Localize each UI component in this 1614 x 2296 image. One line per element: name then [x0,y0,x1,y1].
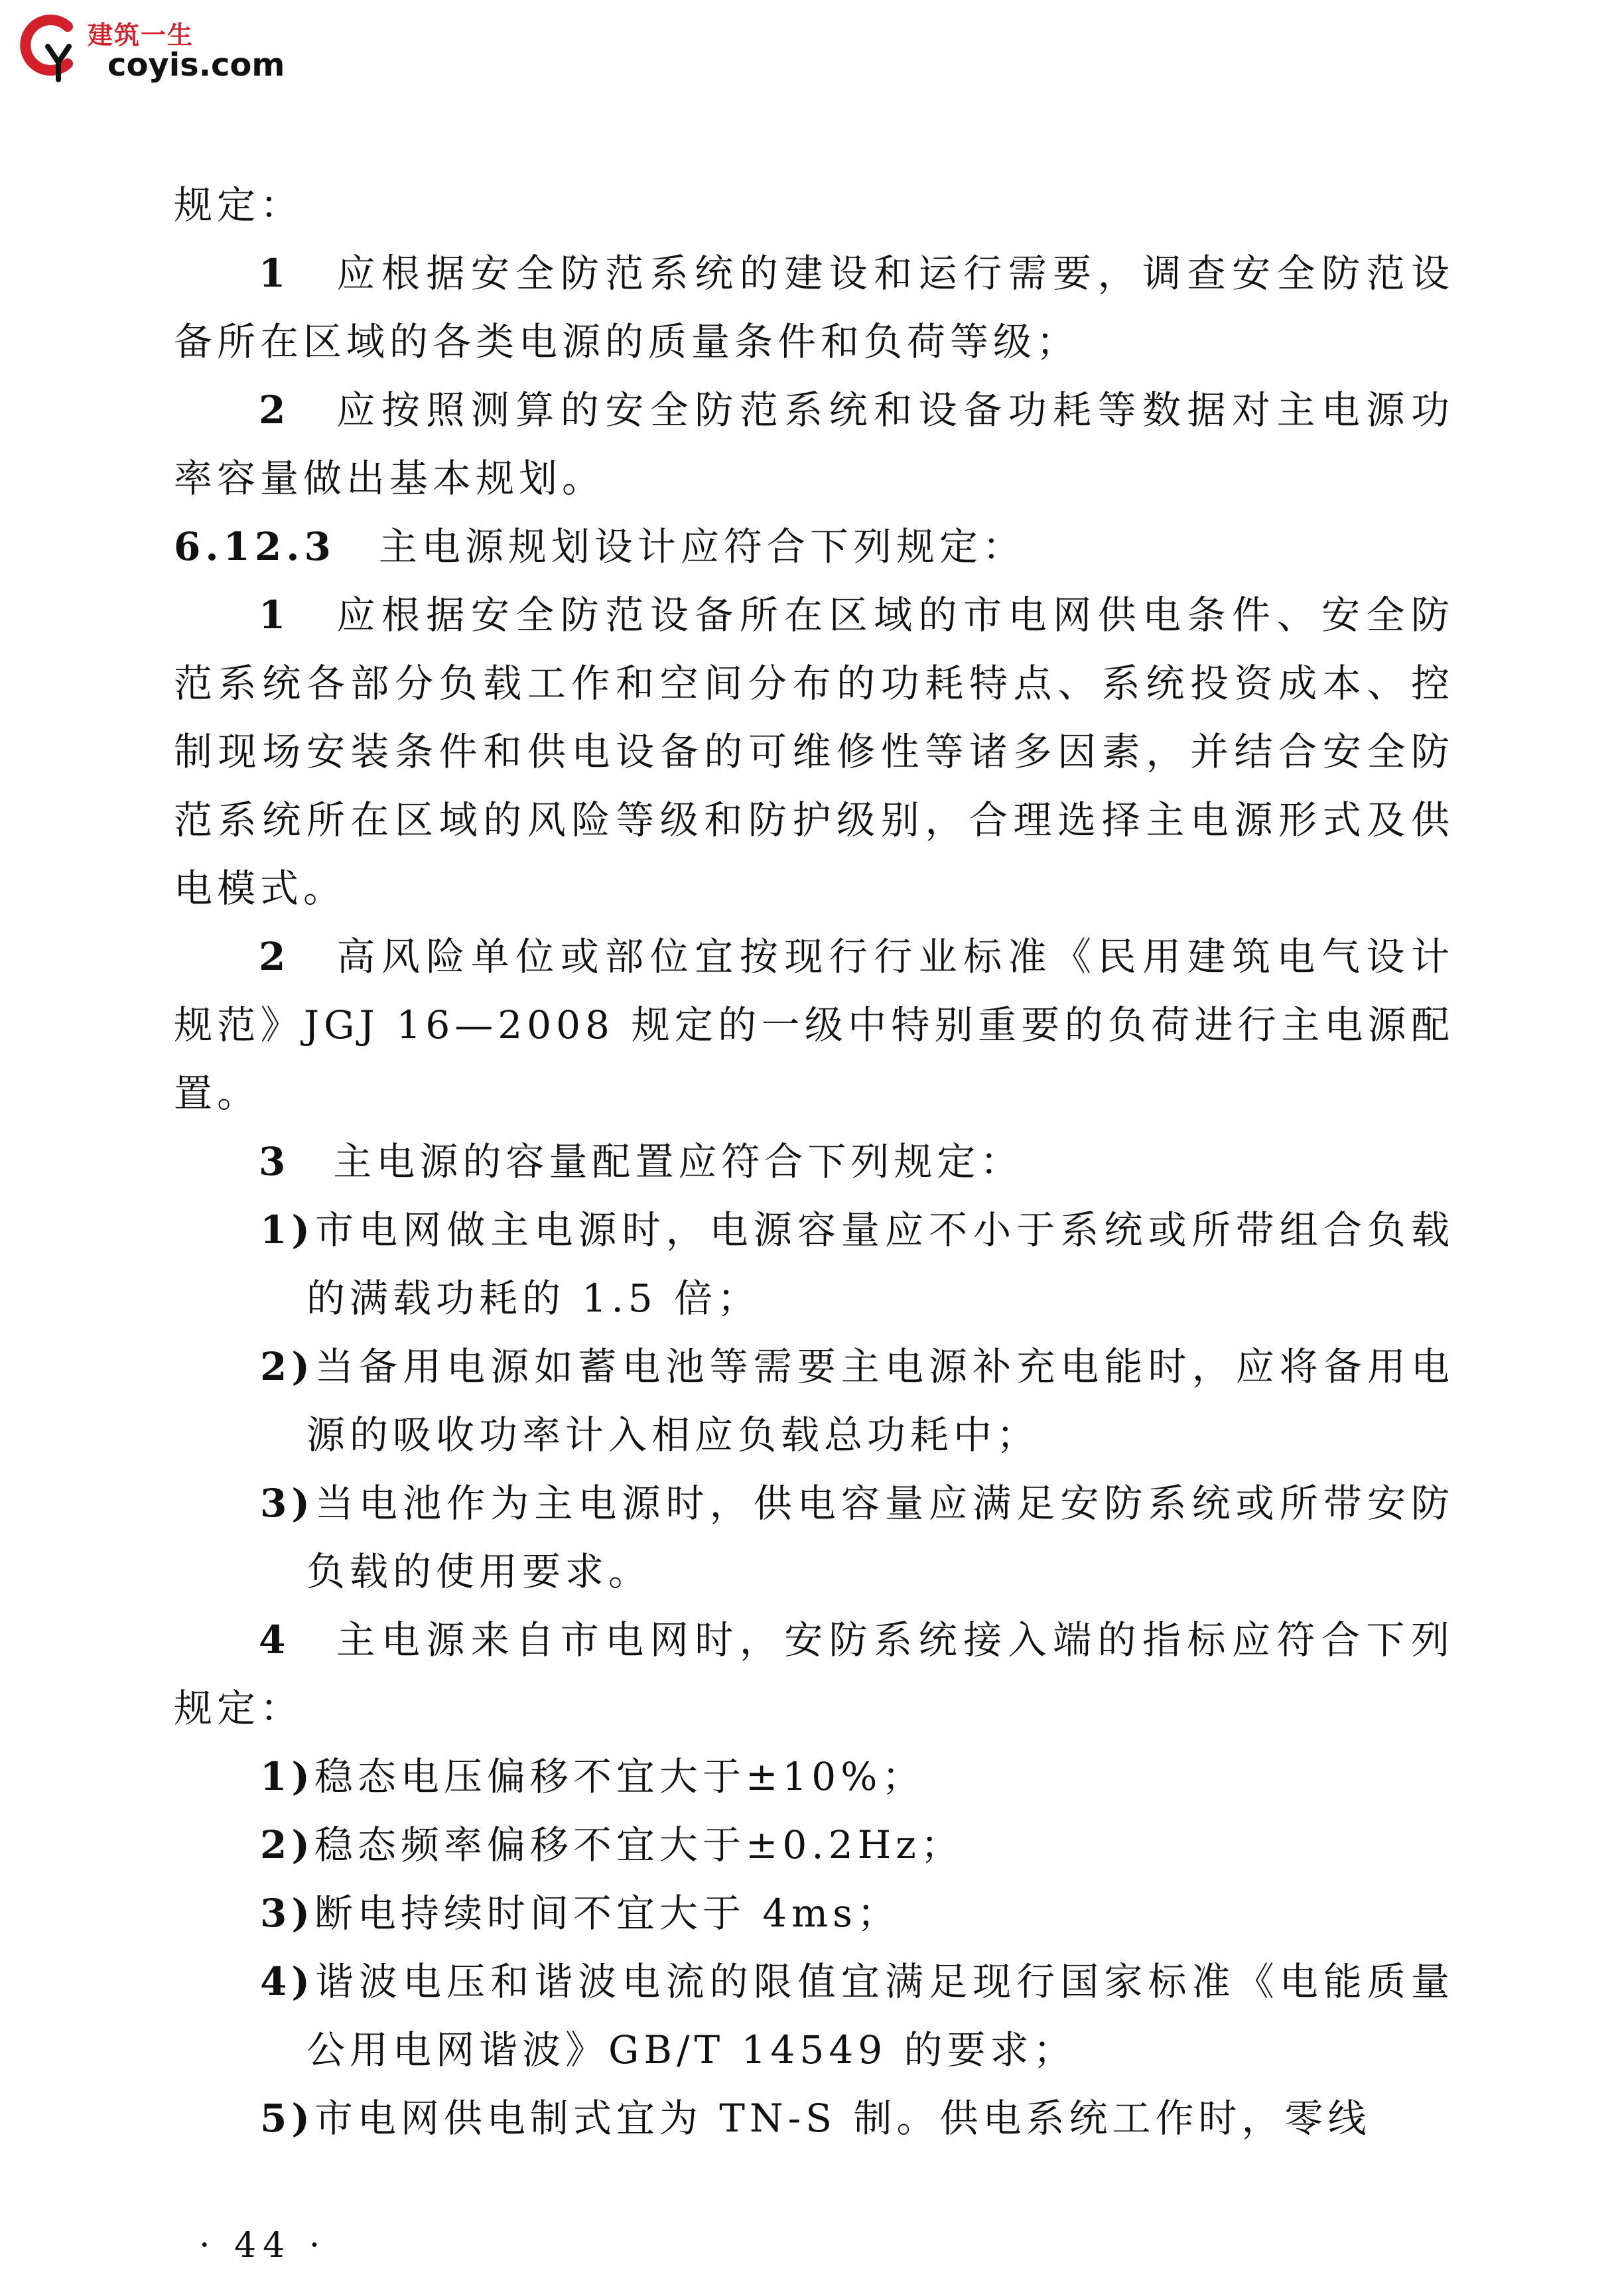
watermark-brand: 建筑一生 [88,21,194,50]
paragraph-text: 稳态电压偏移不宜大于±10%； [314,1754,925,1799]
clause-number: 1) [260,1754,314,1799]
paragraph [174,239,1454,376]
paragraph-text: 主电源来自市电网时，安防系统接入端的指标应符合下列规定： [174,1617,1454,1731]
list-item [174,1879,1454,1948]
clause-number: 3) [260,1891,314,1936]
list-item [174,1196,1454,1333]
clause-number: 6.12.3 [174,524,336,569]
paragraph-text: 主电源的容量配置应符合下列规定： [333,1139,1024,1184]
section-heading [174,513,1454,581]
paragraph [174,171,1454,239]
paragraph-text: 谐波电压和谐波电流的限值宜满足现行国家标准《电能质量 公用电网谐波》GB/T 14549 的要求； [306,1959,1498,2072]
paragraph-text: 当备用电源如蓄电池等需要主电源补充电能时，应将备用电源的吸收功率计入相应负载总功耗中； [306,1344,1454,1457]
list-item [174,1333,1454,1469]
paragraph [174,581,1454,923]
list-item [174,1948,1498,2084]
paragraph [174,1606,1454,1743]
clause-number: 4 [259,1617,291,1662]
paragraph [174,1128,1454,1196]
list-item [174,1811,1454,1879]
clause-number: 2) [260,1822,314,1867]
clause-number: 3) [260,1481,314,1526]
clause-number: 2 [259,387,291,433]
clause-number: 2 [259,934,291,979]
list-item [174,1743,1454,1811]
paragraph-text: 稳态频率偏移不宜大于±0.2Hz； [314,1822,964,1867]
paragraph-text: 应根据安全防范设备所在区域的市电网供电条件、安全防范系统各部分负载工作和空间分布的功耗特点、系统投资成本、控制现场安装条件和供电设备的可维修性等诸多因素，并结合安全防范系统所在区域的风险等级和防护级别，合理选择主电源形式及供电模式。 [174,592,1454,911]
clause-number: 2) [260,1344,314,1389]
paragraph-text: 应根据安全防范系统的建设和运行需要，调查安全防范设备所在区域的各类电源的质量条件和负荷等级； [174,251,1454,364]
paragraph [174,923,1454,1128]
page-number: · 44 · [199,2226,327,2265]
paragraph-text: 规定： [174,182,304,228]
list-item [174,2084,1454,2153]
paragraph-text: 断电持续时间不宜大于 4ms； [314,1891,900,1936]
paragraph-text: 市电网供电制式宜为 TN-S 制。供电系统工作时，零线 [314,2096,1371,2141]
paragraph [174,376,1454,513]
watermark-url: coyis.com [107,46,285,84]
document-body [174,171,1498,2153]
clause-number: 5) [260,2096,314,2141]
clause-number: 1 [259,592,291,638]
clause-number: 3 [259,1139,291,1184]
list-item [174,1469,1454,1606]
paragraph-text: 主电源规划设计应符合下列规定： [378,524,1026,569]
paragraph-text: 市电网做主电源时，电源容量应不小于系统或所带组合负载的满载功耗的 1.5 倍； [306,1207,1454,1321]
clause-number: 1) [260,1207,314,1252]
clause-number: 1 [259,251,291,296]
coyis-logo-icon [9,7,89,86]
paragraph-text: 当电池作为主电源时，供电容量应满足安防系统或所带安防负载的使用要求。 [306,1481,1454,1594]
paragraph-text: 高风险单位或部位宜按现行行业标准《民用建筑电气设计规范》JGJ 16—2008 规定的一级中特别重要的负荷进行主电源配置。 [174,934,1454,1116]
clause-number: 4) [260,1959,314,2004]
paragraph-text: 应按照测算的安全防范系统和设备功耗等数据对主电源功率容量做出基本规划。 [174,387,1454,501]
watermark-logo [9,7,295,86]
